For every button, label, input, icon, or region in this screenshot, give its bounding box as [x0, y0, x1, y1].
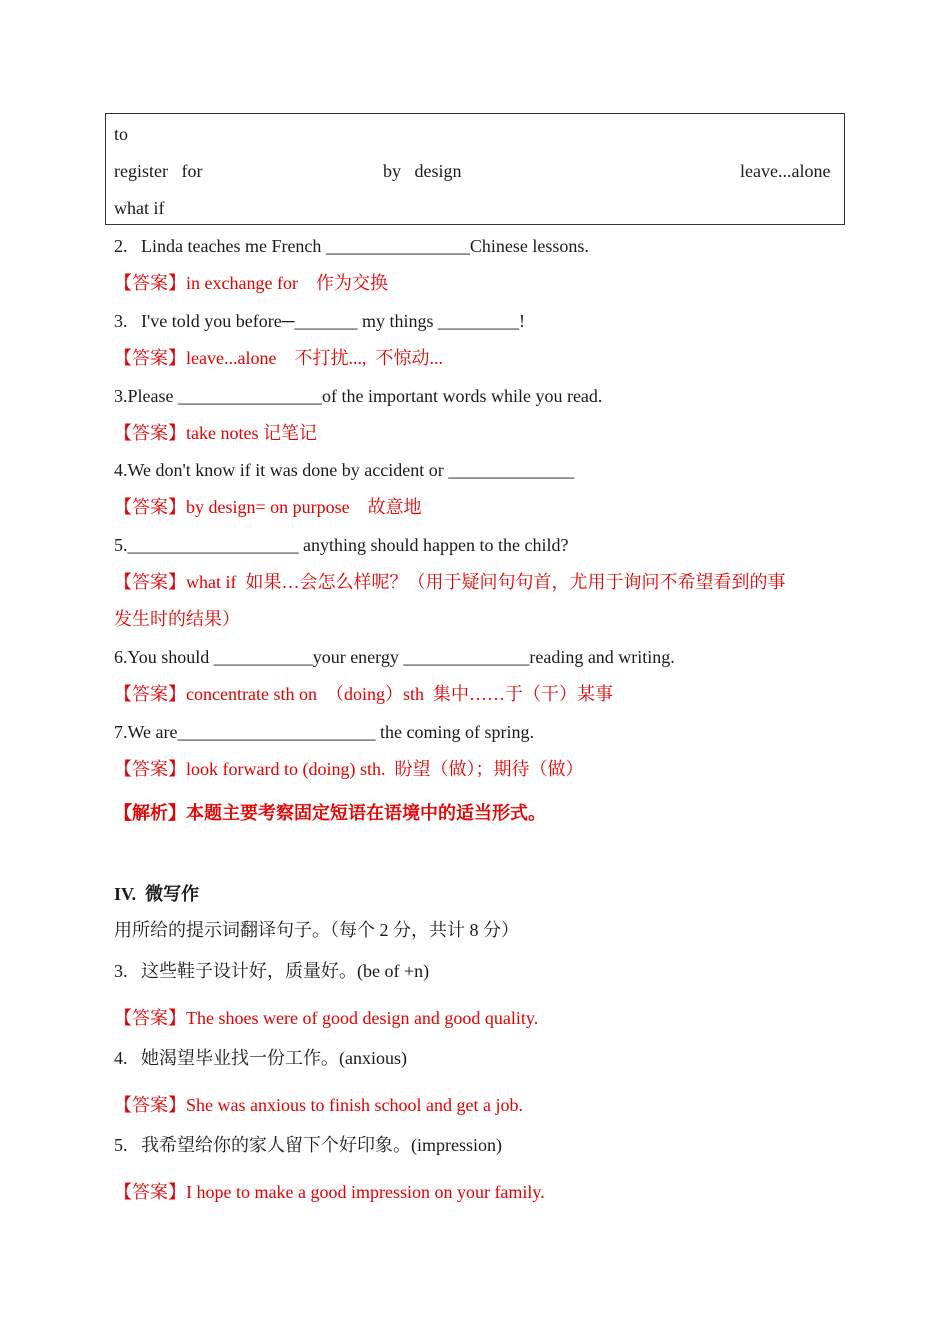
- translation-question: 5. 我希望给你的家人留下个好印象。(impression): [114, 1135, 502, 1155]
- translation-question: 3. 这些鞋子设计好，质量好。(be of +n): [114, 961, 430, 981]
- answer-text: 【答案】by design= on purpose 故意地: [114, 497, 422, 517]
- question-text: 3.Please ________________of the important words while you read.: [114, 386, 603, 406]
- answer-text-continued: 发生时的结果）: [114, 609, 240, 629]
- answer-text: 【答案】look forward to (doing) sth. 盼望（做）；期待（做）: [114, 759, 584, 779]
- question-text: 5.___________________ anything should happen to the child?: [114, 535, 569, 555]
- question-text: 7.We are______________________ the coming of spring.: [114, 722, 534, 742]
- question-text: 6.You should ___________your energy ______________reading and writing.: [114, 647, 675, 667]
- section-instruction: 用所给的提示词翻译句子。（每个 2 分，共计 8 分）: [114, 920, 519, 940]
- answer-text: 【答案】leave...alone 不打扰..., 不惊动...: [114, 348, 443, 368]
- analysis-text: 【解析】本题主要考察固定短语在语境中的适当形式。: [114, 803, 546, 824]
- word-bank-register-for: register for: [114, 161, 203, 181]
- question-text: 3. I've told you before─_______ my things _________!: [114, 311, 525, 331]
- answer-text: 【答案】She was anxious to finish school and get a job.: [114, 1095, 523, 1115]
- answer-text: 【答案】I hope to make a good impression on your family.: [114, 1182, 545, 1202]
- answer-text: 【答案】what if 如果…会怎么样呢？（用于疑问句句首，尤用于询问不希望看到的事: [114, 572, 786, 592]
- answer-text: 【答案】take notes 记笔记: [114, 423, 317, 443]
- word-bank-what-if: what if: [114, 198, 165, 218]
- answer-text: 【答案】concentrate sth on （doing）sth 集中……于（干）某事: [114, 684, 613, 704]
- question-text: 2. Linda teaches me French ________________Chinese lessons.: [114, 236, 589, 256]
- translation-question: 4. 她渴望毕业找一份工作。(anxious): [114, 1048, 407, 1068]
- word-bank-to: to: [114, 124, 129, 144]
- answer-text: 【答案】in exchange for 作为交换: [114, 273, 388, 293]
- question-text: 4.We don't know if it was done by accident or ______________: [114, 460, 575, 480]
- word-bank-by-design: by design: [383, 161, 462, 181]
- answer-text: 【答案】The shoes were of good design and good quality.: [114, 1008, 539, 1028]
- word-bank-leave-alone: leave...alone: [740, 161, 831, 181]
- word-bank-box: [105, 113, 845, 225]
- section-heading: IV. 微写作: [114, 884, 200, 904]
